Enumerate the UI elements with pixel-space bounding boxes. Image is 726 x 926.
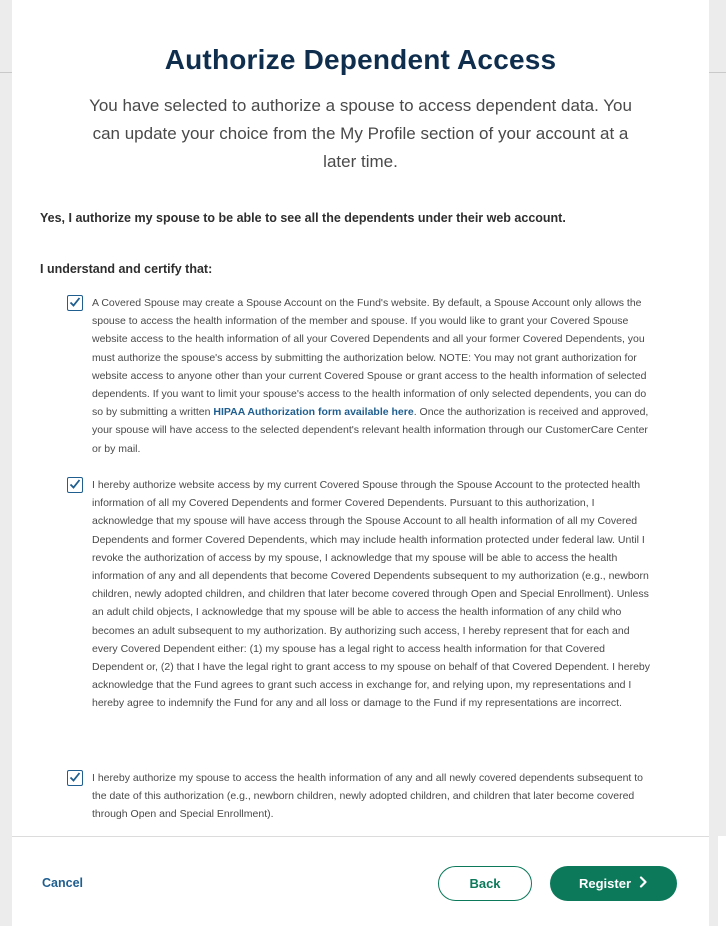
certify-item-1-text: A Covered Spouse may create a Spouse Account on the Fund's website. By default, a Spouse Account only allows the spouse to access the health information of the member and spouse. If you would like to grant your Covered Spouse website access to the health information of all your Covered Dependents and all your former Covered Dependents, you must authorize the spouse's access by submitting the authorization below. NOTE: You may not grant authorization for website access to anyone other than your current Covered Spouse or grant access to the health information of selected dependents. If you want to limit your spouse's access to the health information of only selected dependents, you can do so by submitting a written HIPAA Authorization form available here. Once the authorization is received and approved, your spouse will have access to the selected dependent's relevant health information through our CustomerCare Center or by mail. [92, 297, 649, 455]
cancel-link[interactable]: Cancel [42, 876, 83, 890]
authorize-dependent-access-modal [12, 0, 709, 926]
register-button-label: Register [578, 876, 632, 891]
certify-checkbox-2[interactable] [67, 477, 83, 493]
certify-checkbox-1[interactable] [67, 295, 83, 311]
back-button-label: Back [469, 876, 501, 891]
chevron-right-icon [639, 876, 648, 891]
hipaa-authorization-link[interactable]: HIPAA Authorization form available here [213, 406, 414, 419]
check-icon [69, 296, 81, 308]
background-divider-right [709, 72, 726, 73]
register-button[interactable] [550, 866, 677, 901]
modal-scroll-content[interactable] [12, 0, 709, 836]
certify-item-3-text: I hereby authorize my spouse to access the health information of any and all newly covered dependents subsequent to the date of this authorization (e.g., newborn children, newly adopted children, and children that later become covered through Open and Special Enrollment). [92, 772, 644, 821]
back-button[interactable] [438, 866, 532, 901]
certify-checkbox-3[interactable] [67, 770, 83, 786]
footer-divider [12, 836, 709, 837]
certify-item-2-text: I hereby authorize website access by my current Covered Spouse through the Spouse Account to the protected health information of all my Covered Dependents and former Covered Dependents. Pursuant to this authorization, I acknowledge that my spouse will have access through the Spouse Account to all health information of all my Covered Dependents and former Covered Dependents, which may include health information protected under federal law. Until I revoke the authorization of access by my spouse, I acknowledge that my spouse will be able to access the health information of any and all dependents that become Covered Dependents subsequent to my authorization (e.g., newborn children, newly adopted children, and children that later become covered through Open and Special Enrollment). Unless an adult child objects, I acknowledge that my spouse will be able to access the health information of any child who becomes an adult subsequent to my authorization. By authorizing such access, I hereby represent that for each and every Covered Dependent either: (1) my spouse has a legal right to access health information for that Covered Dependent or, (2) that I have the legal right to grant access to my spouse on behalf of that Covered Dependent. I hereby acknowledge that the Fund agrees to grant such access in exchange for, and relying upon, my representations and I hereby agree to indemnify the Fund for any and all loss or damage to the Fund if my representations are incorrect. [92, 479, 651, 710]
modal-title: Authorize Dependent Access [164, 44, 557, 75]
background-divider-left [0, 72, 12, 73]
modal-subtitle: You have selected to authorize a spouse to access dependent data. You can update your choice from the My Profile section of your account at a later time. [89, 96, 632, 171]
check-icon [69, 771, 81, 783]
check-icon [69, 478, 81, 490]
background-strip [718, 836, 726, 926]
authorization-statement: Yes, I authorize my spouse to be able to see all the dependents under their web account. [40, 211, 566, 225]
certify-heading: I understand and certify that: [40, 262, 213, 276]
